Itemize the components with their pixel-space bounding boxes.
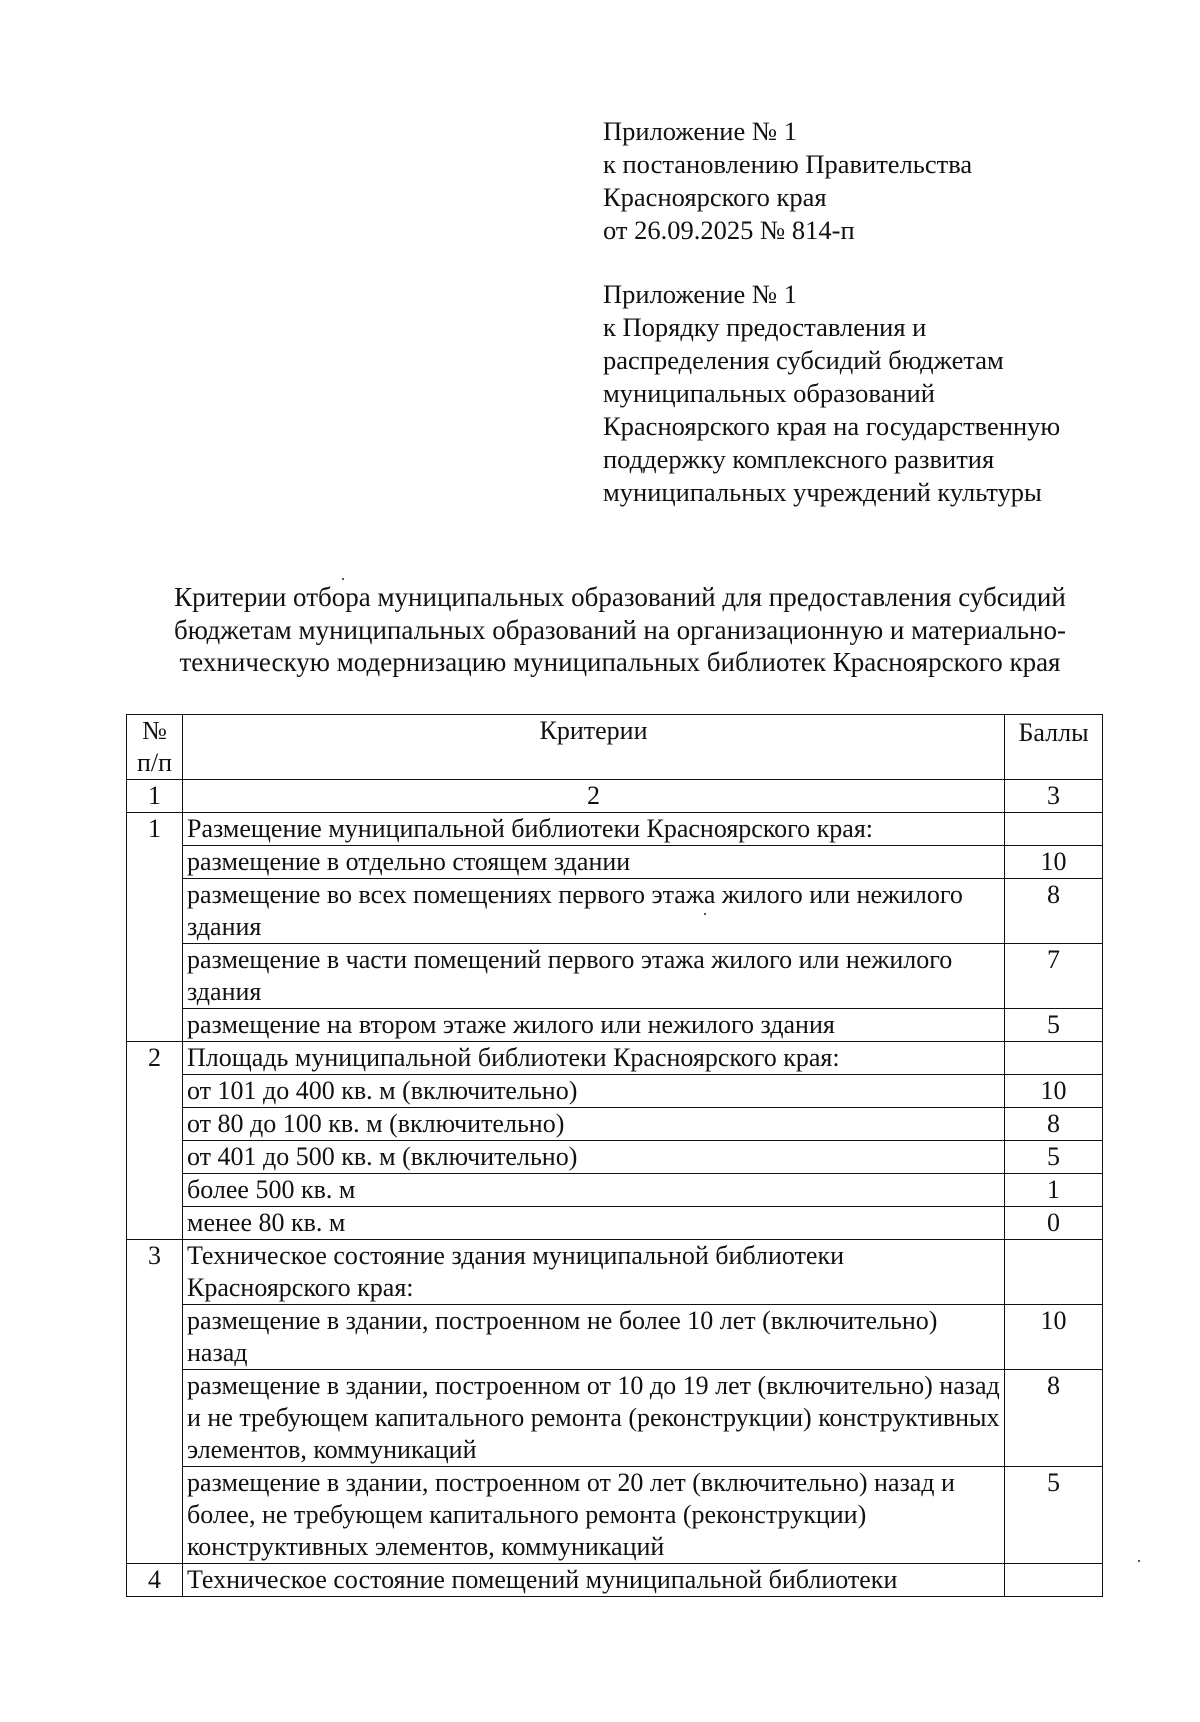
column-number: 2 xyxy=(183,780,1005,813)
table-row xyxy=(127,944,1103,1009)
document-title-line: Критерии отбора муниципальных образований для предоставления субсидий xyxy=(174,582,1066,612)
row-number xyxy=(127,944,183,1009)
table-row xyxy=(127,1174,1103,1207)
criterion-points xyxy=(1005,1564,1103,1597)
row-number xyxy=(127,846,183,879)
table-row xyxy=(127,1108,1103,1141)
criterion-text: Площадь муниципальной библиотеки Красноярского края: xyxy=(183,1042,1005,1075)
row-number: 4 xyxy=(127,1564,183,1597)
criterion-points xyxy=(1005,813,1103,846)
table-row xyxy=(127,1467,1103,1564)
table-row xyxy=(127,1042,1103,1075)
annex-2-line: Приложение № 1 xyxy=(603,279,798,309)
header-number: № п/п xyxy=(127,715,183,780)
row-number xyxy=(127,1108,183,1141)
row-number xyxy=(127,1141,183,1174)
document-title-line: техническую модернизацию муниципальных библиотек Красноярского края xyxy=(179,647,1061,677)
table-header-row xyxy=(127,715,1103,780)
criterion-text: размещение в здании, построенном не более 10 лет (включительно) назад xyxy=(183,1305,1005,1370)
document-title-line: бюджетам муниципальных образований на организационную и материально- xyxy=(174,614,1066,645)
criterion-points: 8 xyxy=(1005,1370,1103,1467)
annex-1-line: к постановлению Правительства xyxy=(603,149,973,179)
annex-1-line: Красноярского края xyxy=(603,182,827,212)
annex-1-header xyxy=(603,115,972,247)
annex-2-line: муниципальных образований xyxy=(603,378,935,408)
annex-2-line: муниципальных учреждений культуры xyxy=(603,477,1042,507)
criterion-text: размещение в части помещений первого этажа жилого или нежилого здания xyxy=(183,944,1005,1009)
scan-speck xyxy=(704,913,706,915)
row-number xyxy=(127,1009,183,1042)
table-row xyxy=(127,1240,1103,1305)
table-row xyxy=(127,1564,1103,1597)
scan-speck xyxy=(1138,1560,1140,1562)
annex-2-line: распределения субсидий бюджетам xyxy=(603,345,1004,375)
criterion-points: 10 xyxy=(1005,1305,1103,1370)
criterion-points: 10 xyxy=(1005,1075,1103,1108)
annex-2-line: к Порядку предоставления и xyxy=(603,312,927,342)
criterion-text: от 401 до 500 кв. м (включительно) xyxy=(183,1141,1005,1174)
column-number: 3 xyxy=(1005,780,1103,813)
criterion-text: менее 80 кв. м xyxy=(183,1207,1005,1240)
table-row xyxy=(127,1370,1103,1467)
row-number xyxy=(127,1467,183,1564)
criterion-points: 10 xyxy=(1005,846,1103,879)
criterion-text: более 500 кв. м xyxy=(183,1174,1005,1207)
annex-2-line: поддержку комплексного развития xyxy=(603,444,995,474)
table-row xyxy=(127,1207,1103,1240)
table-row xyxy=(127,813,1103,846)
criterion-text: размещение в здании, построенном от 10 до 19 лет (включительно) назад и не требующем капитального ремонта (реконструкции) конструктивных элементов, коммуникаций xyxy=(183,1370,1005,1467)
header-criteria: Критерии xyxy=(183,715,1005,780)
row-number xyxy=(127,879,183,944)
criterion-text: размещение во всех помещениях первого этажа жилого или нежилого здания xyxy=(183,879,1005,944)
criterion-points xyxy=(1005,1042,1103,1075)
criterion-text: Размещение муниципальной библиотеки Красноярского края: xyxy=(183,813,1005,846)
criterion-text: Техническое состояние помещений муниципальной библиотеки xyxy=(183,1564,1005,1597)
row-number xyxy=(127,1174,183,1207)
criterion-text: размещение в здании, построенном от 20 лет (включительно) назад и более, не требующем капитального ремонта (реконструкции) конструктивных элементов, коммуникаций xyxy=(183,1467,1005,1564)
criterion-points: 5 xyxy=(1005,1467,1103,1564)
annex-1-line: Приложение № 1 xyxy=(603,116,798,146)
criterion-text: от 101 до 400 кв. м (включительно) xyxy=(183,1075,1005,1108)
header-points: Баллы xyxy=(1005,715,1103,780)
criterion-text: размещение на втором этаже жилого или нежилого здания xyxy=(183,1009,1005,1042)
criteria-table xyxy=(126,714,1103,1597)
row-number xyxy=(127,1305,183,1370)
row-number: 2 xyxy=(127,1042,183,1075)
table-row xyxy=(127,1305,1103,1370)
criterion-points: 0 xyxy=(1005,1207,1103,1240)
criterion-points: 5 xyxy=(1005,1141,1103,1174)
row-number: 3 xyxy=(127,1240,183,1305)
criterion-points: 1 xyxy=(1005,1174,1103,1207)
table-row xyxy=(127,1075,1103,1108)
annex-2-header xyxy=(603,278,1060,509)
column-number-row xyxy=(127,780,1103,813)
criterion-text: Техническое состояние здания муниципальной библиотеки Красноярского края: xyxy=(183,1240,1005,1305)
table-row xyxy=(127,846,1103,879)
criterion-text: от 80 до 100 кв. м (включительно) xyxy=(183,1108,1005,1141)
table-row xyxy=(127,879,1103,944)
criterion-points: 8 xyxy=(1005,879,1103,944)
row-number xyxy=(127,1370,183,1467)
annex-2-line: Красноярского края на государственную xyxy=(603,411,1061,441)
criterion-points: 8 xyxy=(1005,1108,1103,1141)
annex-1-line: от 26.09.2025 № 814-п xyxy=(603,215,855,245)
table-row xyxy=(127,1141,1103,1174)
row-number xyxy=(127,1207,183,1240)
row-number: 1 xyxy=(127,813,183,846)
table-row xyxy=(127,1009,1103,1042)
criterion-points: 5 xyxy=(1005,1009,1103,1042)
criterion-points xyxy=(1005,1240,1103,1305)
document-title xyxy=(120,581,1120,679)
row-number xyxy=(127,1075,183,1108)
criterion-points: 7 xyxy=(1005,944,1103,1009)
criterion-text: размещение в отдельно стоящем здании xyxy=(183,846,1005,879)
column-number: 1 xyxy=(127,780,183,813)
scan-speck xyxy=(342,578,344,580)
